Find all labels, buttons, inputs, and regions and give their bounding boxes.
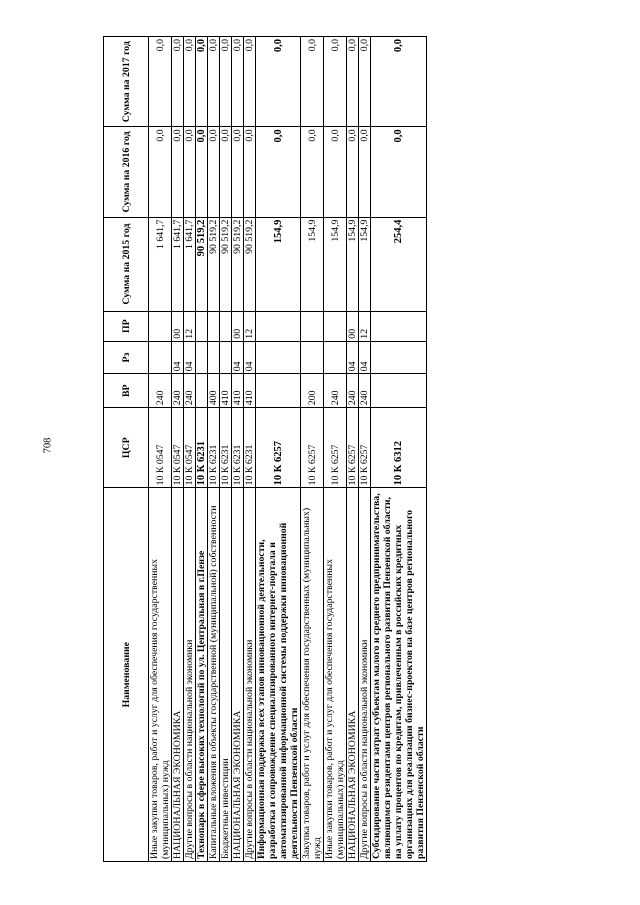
row-pr xyxy=(208,311,220,341)
row-2015: 90 519,2 xyxy=(196,217,208,311)
row-vr: 240 xyxy=(347,374,359,408)
row-csr: 10 К 0547 xyxy=(184,408,196,488)
row-2015: 154,9 xyxy=(324,217,347,311)
row-2015: 90 519,2 xyxy=(232,217,244,311)
row-2017: 0,0 xyxy=(256,37,301,127)
row-rz xyxy=(256,341,301,374)
row-rz xyxy=(324,341,347,374)
row-name: Другие вопросы в области национальной экономики xyxy=(244,488,256,862)
table-header-row xyxy=(104,37,149,862)
row-vr: 240 xyxy=(149,374,172,408)
row-2016: 0,0 xyxy=(256,127,301,217)
row-2016: 0,0 xyxy=(301,127,324,217)
row-name: Иные закупки товаров, работ и услуг для обеспечения государственных (муниципальных) нужд xyxy=(324,488,347,862)
row-2015: 154,9 xyxy=(256,217,301,311)
row-vr xyxy=(256,374,301,408)
row-pr xyxy=(256,311,301,341)
row-2015: 1 641,7 xyxy=(184,217,196,311)
row-2017: 0,0 xyxy=(149,37,172,127)
row-2017: 0,0 xyxy=(196,37,208,127)
row-2017: 0,0 xyxy=(208,37,220,127)
table-row xyxy=(232,37,244,862)
table-row xyxy=(184,37,196,862)
row-2016: 0,0 xyxy=(208,127,220,217)
row-rz xyxy=(371,341,427,374)
table-row xyxy=(244,37,256,862)
row-vr: 410 xyxy=(220,374,232,408)
row-2016: 0,0 xyxy=(324,127,347,217)
table-row xyxy=(359,37,371,862)
row-2015: 154,9 xyxy=(301,217,324,311)
row-csr: 10 К 6231 xyxy=(196,408,208,488)
row-pr xyxy=(301,311,324,341)
row-2016: 0,0 xyxy=(184,127,196,217)
table-row xyxy=(256,37,301,862)
row-vr xyxy=(371,374,427,408)
table-row xyxy=(371,37,427,862)
row-2016: 0,0 xyxy=(220,127,232,217)
row-name: НАЦИОНАЛЬНАЯ ЭКОНОМИКА xyxy=(232,488,244,862)
row-name: Бюджетные инвестиции xyxy=(220,488,232,862)
table-row xyxy=(220,37,232,862)
row-csr: 10 К 6257 xyxy=(324,408,347,488)
row-2015: 254,4 xyxy=(371,217,427,311)
row-2016: 0,0 xyxy=(371,127,427,217)
row-2017: 0,0 xyxy=(324,37,347,127)
row-rz: 04 xyxy=(244,341,256,374)
row-2017: 0,0 xyxy=(232,37,244,127)
row-2017: 0,0 xyxy=(347,37,359,127)
header-2017: Сумма на 2017 год xyxy=(104,37,149,127)
row-2017: 0,0 xyxy=(184,37,196,127)
row-vr xyxy=(196,374,208,408)
header-name: Наименование xyxy=(104,488,149,862)
row-pr: 00 xyxy=(172,311,184,341)
row-name: Иные закупки товаров, работ и услуг для обеспечения государственных (муниципальных) нужд xyxy=(149,488,172,862)
row-2015: 90 519,2 xyxy=(220,217,232,311)
row-2015: 154,9 xyxy=(359,217,371,311)
table-row xyxy=(172,37,184,862)
table-row xyxy=(149,37,172,862)
row-name: Технопарк в сфере высоких технологий по ул. Центральная в г.Пензе xyxy=(196,488,208,862)
row-2015: 90 519,2 xyxy=(208,217,220,311)
row-csr: 10 К 6312 xyxy=(371,408,427,488)
row-pr xyxy=(324,311,347,341)
row-2016: 0,0 xyxy=(244,127,256,217)
table-row xyxy=(347,37,359,862)
row-pr xyxy=(220,311,232,341)
row-name: НАЦИОНАЛЬНАЯ ЭКОНОМИКА xyxy=(172,488,184,862)
table-row xyxy=(196,37,208,862)
row-pr xyxy=(371,311,427,341)
row-csr: 10 К 6257 xyxy=(301,408,324,488)
row-rz: 04 xyxy=(172,341,184,374)
row-vr: 240 xyxy=(172,374,184,408)
row-pr: 00 xyxy=(232,311,244,341)
row-csr: 10 К 6257 xyxy=(256,408,301,488)
row-rz xyxy=(220,341,232,374)
row-2016: 0,0 xyxy=(359,127,371,217)
row-2016: 0,0 xyxy=(172,127,184,217)
row-csr: 10 К 0547 xyxy=(149,408,172,488)
row-pr xyxy=(149,311,172,341)
table-row xyxy=(301,37,324,862)
header-pr: ПР xyxy=(104,311,149,341)
row-csr: 10 К 6231 xyxy=(232,408,244,488)
row-csr: 10 К 6257 xyxy=(359,408,371,488)
table-row xyxy=(324,37,347,862)
row-rz: 04 xyxy=(232,341,244,374)
row-rz: 04 xyxy=(347,341,359,374)
table-row xyxy=(208,37,220,862)
row-name: Закупка товаров, работ и услуг для обеспечения государственных (муниципальных) нужд xyxy=(301,488,324,862)
row-pr: 12 xyxy=(359,311,371,341)
row-2016: 0,0 xyxy=(232,127,244,217)
row-csr: 10 К 0547 xyxy=(172,408,184,488)
row-2016: 0,0 xyxy=(196,127,208,217)
row-csr: 10 К 6231 xyxy=(244,408,256,488)
header-rz: Рз xyxy=(104,341,149,374)
header-2016: Сумма на 2016 год xyxy=(104,127,149,217)
row-vr: 200 xyxy=(301,374,324,408)
row-2017: 0,0 xyxy=(359,37,371,127)
header-vr: ВР xyxy=(104,374,149,408)
row-csr: 10 К 6231 xyxy=(220,408,232,488)
row-vr: 400 xyxy=(208,374,220,408)
row-2015: 1 641,7 xyxy=(149,217,172,311)
row-rz: 04 xyxy=(359,341,371,374)
row-2016: 0,0 xyxy=(347,127,359,217)
row-vr: 410 xyxy=(244,374,256,408)
budget-table xyxy=(103,36,427,862)
row-rz xyxy=(208,341,220,374)
row-rz xyxy=(149,341,172,374)
row-name: Капитальные вложения в объекты государственной (муниципальной) собственности xyxy=(208,488,220,862)
row-pr: 12 xyxy=(244,311,256,341)
row-name: НАЦИОНАЛЬНАЯ ЭКОНОМИКА xyxy=(347,488,359,862)
row-2015: 1 641,7 xyxy=(172,217,184,311)
row-vr: 240 xyxy=(324,374,347,408)
row-2015: 90 519,2 xyxy=(244,217,256,311)
row-2016: 0,0 xyxy=(149,127,172,217)
row-2017: 0,0 xyxy=(172,37,184,127)
row-rz xyxy=(301,341,324,374)
row-vr: 240 xyxy=(359,374,371,408)
row-rz xyxy=(196,341,208,374)
row-pr: 00 xyxy=(347,311,359,341)
row-rz: 04 xyxy=(184,341,196,374)
row-name: Субсидирование части затрат субъектам малого и среднего предпринимательства, являющимся резидентами центров регионального развития Пензенской области, на уплату процентов по кредитам, привлеченным в российских кредитных организациях для реализации бизнес-проектов на базе центров регионального развития Пензенской области xyxy=(371,488,427,862)
row-vr: 410 xyxy=(232,374,244,408)
row-csr: 10 К 6257 xyxy=(347,408,359,488)
row-pr xyxy=(196,311,208,341)
row-name: Другие вопросы в области национальной экономики xyxy=(184,488,196,862)
row-2017: 0,0 xyxy=(220,37,232,127)
row-vr: 240 xyxy=(184,374,196,408)
row-2017: 0,0 xyxy=(371,37,427,127)
row-name: Другие вопросы в области национальной экономики xyxy=(359,488,371,862)
page-number: 708 xyxy=(42,437,54,454)
header-2015: Сумма на 2015 год xyxy=(104,217,149,311)
row-csr: 10 К 6231 xyxy=(208,408,220,488)
row-2017: 0,0 xyxy=(244,37,256,127)
header-csr: ЦСР xyxy=(104,408,149,488)
row-2017: 0,0 xyxy=(301,37,324,127)
row-pr: 12 xyxy=(184,311,196,341)
row-2015: 154,9 xyxy=(347,217,359,311)
row-name: Информационная поддержка всех этапов инновационной деятельности, разработка и сопровождение специализированного интернет-портала и автоматизированной информационной системы поддержки инновационной деятельности Пензенской области xyxy=(256,488,301,862)
rotated-table-container xyxy=(103,36,547,862)
